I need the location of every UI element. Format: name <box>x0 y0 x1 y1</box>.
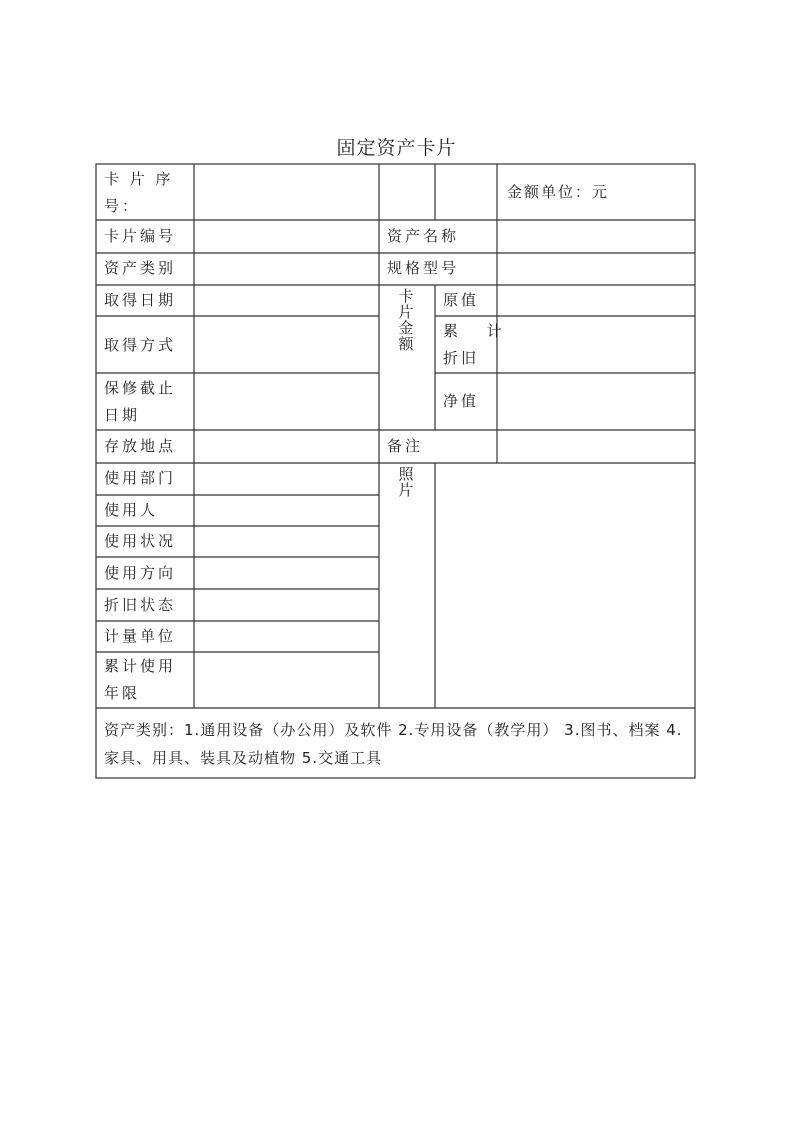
asset-category-note: 资产类别：1.通用设备（办公用）及软件 2.专用设备（教学用） 3.图书、档案 4.家具、用具、装具及动植物 5.交通工具 <box>104 721 683 767</box>
acc-dep-label: 累 计 <box>443 322 514 340</box>
spec-model-label: 规格型号 <box>387 259 460 277</box>
acc-dep-label-2: 折旧 <box>443 349 480 367</box>
remark-label: 备注 <box>387 437 424 455</box>
amount-unit-label: 金额单位：元 <box>507 183 610 201</box>
warranty-label-2: 日期 <box>104 406 141 424</box>
card-seq-label-2: 号： <box>104 197 141 215</box>
use-direction-label: 使用方向 <box>104 564 177 582</box>
photo-label: 照片 <box>398 465 414 499</box>
use-status-label: 使用状况 <box>104 532 177 550</box>
net-value-label: 净值 <box>443 392 480 410</box>
user-label: 使用人 <box>104 501 159 519</box>
acquire-date-label: 取得日期 <box>104 291 177 309</box>
acquire-method-label: 取得方式 <box>104 336 177 354</box>
location-label: 存放地点 <box>104 437 177 455</box>
card-seq-label: 卡 片 序 <box>104 170 174 188</box>
asset-category-label: 资产类别 <box>104 259 177 277</box>
original-value-label: 原值 <box>443 291 480 309</box>
dep-status-label: 折旧状态 <box>104 596 177 614</box>
asset-name-label: 资产名称 <box>387 227 460 245</box>
page-title: 固定资产卡片 <box>336 137 457 159</box>
card-amount-label: 卡片金额 <box>398 287 414 353</box>
card-no-label: 卡片编号 <box>104 227 177 245</box>
warranty-label: 保修截止 <box>104 379 177 397</box>
unit-label: 计量单位 <box>104 627 177 645</box>
acc-years-label-2: 年限 <box>104 684 141 702</box>
acc-years-label: 累计使用 <box>104 657 177 675</box>
use-dept-label: 使用部门 <box>104 469 177 487</box>
